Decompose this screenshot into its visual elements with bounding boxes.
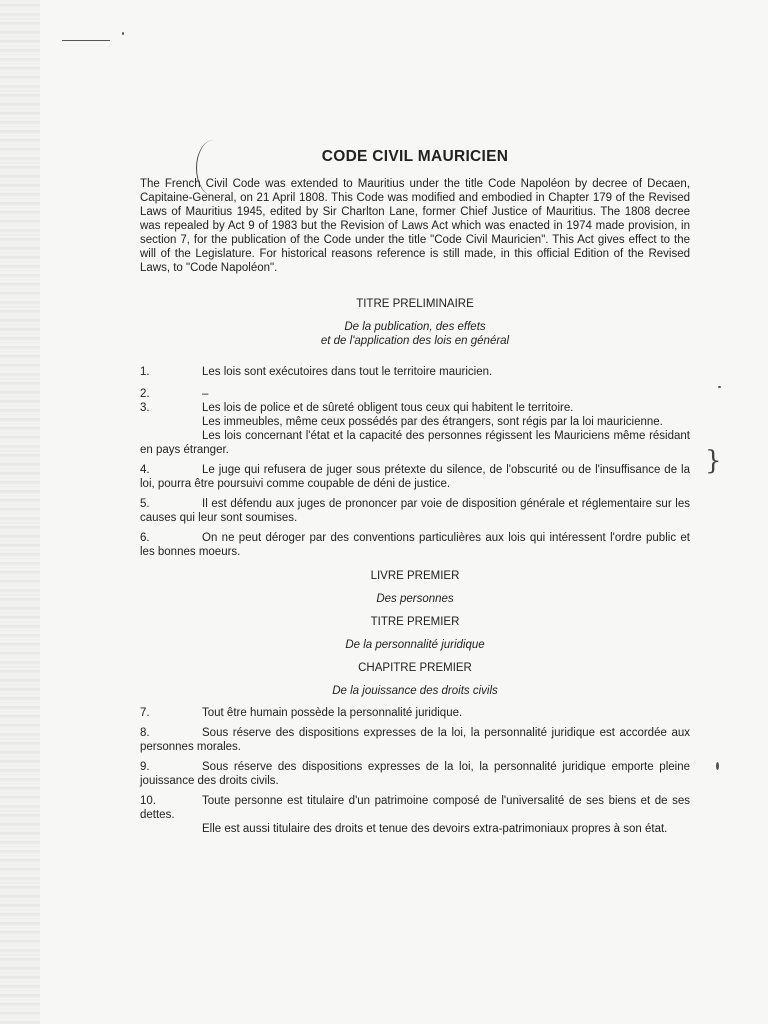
article-text: Sous réserve des dispositions expresses de la loi, la personnalité juridique emporte pleine jouissance des droits civils. [140,761,690,787]
article-number: 9. [140,761,150,773]
article-number: 2. [140,388,150,400]
article-number: 7. [140,707,150,719]
article-text: Il est défendu aux juges de prononcer par voie de disposition générale et réglementaire sur les causes qui leur sont soumises. [140,498,690,524]
article-text: Le juge qui refusera de juger sous prétexte du silence, de l'obscurité ou de l'insuffisance de la loi, pourra être poursuivi comme coupable de déni de justice. [140,464,690,490]
article-number: 10. [140,795,156,807]
article-9 [140,760,690,788]
handwritten-brace: } [705,446,722,476]
article-text: On ne peut déroger par des conventions particulières aux lois qui intéressent l'ordre public et les bonnes moeurs. [140,532,690,558]
article-3 [140,401,690,415]
livre-premier-heading: LIVRE PREMIER [370,570,460,582]
article-3-paragraph-3: Les lois concernant l'état et la capacité des personnes régissent les Mauriciens même résidant en pays étranger. [140,430,690,456]
document-page [140,150,690,836]
titre-preliminaire-sub1: De la publication, des effets [344,321,486,333]
titre-premier-heading: TITRE PREMIER [370,616,460,628]
article-2 [140,387,690,401]
chapitre-premier-heading: CHAPITRE PREMIER [358,662,472,674]
titre-preliminaire-sub2: et de l'application des lois en général [320,335,510,347]
article-text: Sous réserve des dispositions expresses de la loi, la personnalité juridique est accordée aux personnes morales. [140,727,690,753]
article-6 [140,531,690,559]
speck [716,762,719,770]
article-7 [140,706,690,720]
article-number: 1. [140,366,150,378]
livre-premier-sub: Des personnes [376,593,454,605]
speck [122,32,124,35]
article-4 [140,463,690,491]
handwritten-mark [62,40,110,42]
article-text: Les lois sont exécutoires dans tout le territoire mauricien. [202,366,493,378]
titre-preliminaire-heading: TITRE PRELIMINAIRE [356,298,474,310]
speck [718,386,721,388]
article-text: Toute personne est titulaire d'un patrimoine composé de l'universalité de ses biens et de ses dettes. [140,795,690,821]
article-3-paragraph-2: Les immeubles, même ceux possédés par des étrangers, sont régis par la loi mauricienne. [202,416,663,428]
article-number: 5. [140,498,150,510]
article-10-paragraph-2: Elle est aussi titulaire des droits et tenue des devoirs extra-patrimoniaux propres à son état. [202,823,668,835]
article-text: Les lois de police et de sûreté obligent tous ceux qui habitent le territoire. [202,402,574,414]
intro-paragraph: The French Civil Code was extended to Mauritius under the title Code Napoléon by decree of Decaen, Capitaine-General, on 21 April 1808. This Code was modified and embodied in Chapter 179 of the Revised Laws of Mauritius 1945, edited by Sir Charlton Lane, former Chief Justice of Mauritius. The 1808 decree was repealed by Act 9 of 1983 but the Revision of Laws Act which was enacted in 1974 made provision, in section 7, for the publication of the Code under the title "Code Civil Mauricien". This Act gives effect to the will of the Legislature. For historical reasons reference is still made, in this official Edition of the Revised Laws, to "Code Napoléon". [140,178,690,274]
page-title: CODE CIVIL MAURICIEN [321,148,509,165]
article-number: 8. [140,727,150,739]
article-5 [140,497,690,525]
article-text: – [202,388,209,400]
article-number: 3. [140,402,150,414]
article-10 [140,794,690,822]
article-number: 6. [140,532,150,544]
article-1 [140,365,690,379]
article-number: 4. [140,464,150,476]
scan-edge [0,0,40,1024]
chapitre-premier-sub: De la jouissance des droits civils [332,685,498,697]
article-text: Tout être humain possède la personnalité juridique. [202,707,463,719]
titre-premier-sub: De la personnalité juridique [345,639,485,651]
article-8 [140,726,690,754]
